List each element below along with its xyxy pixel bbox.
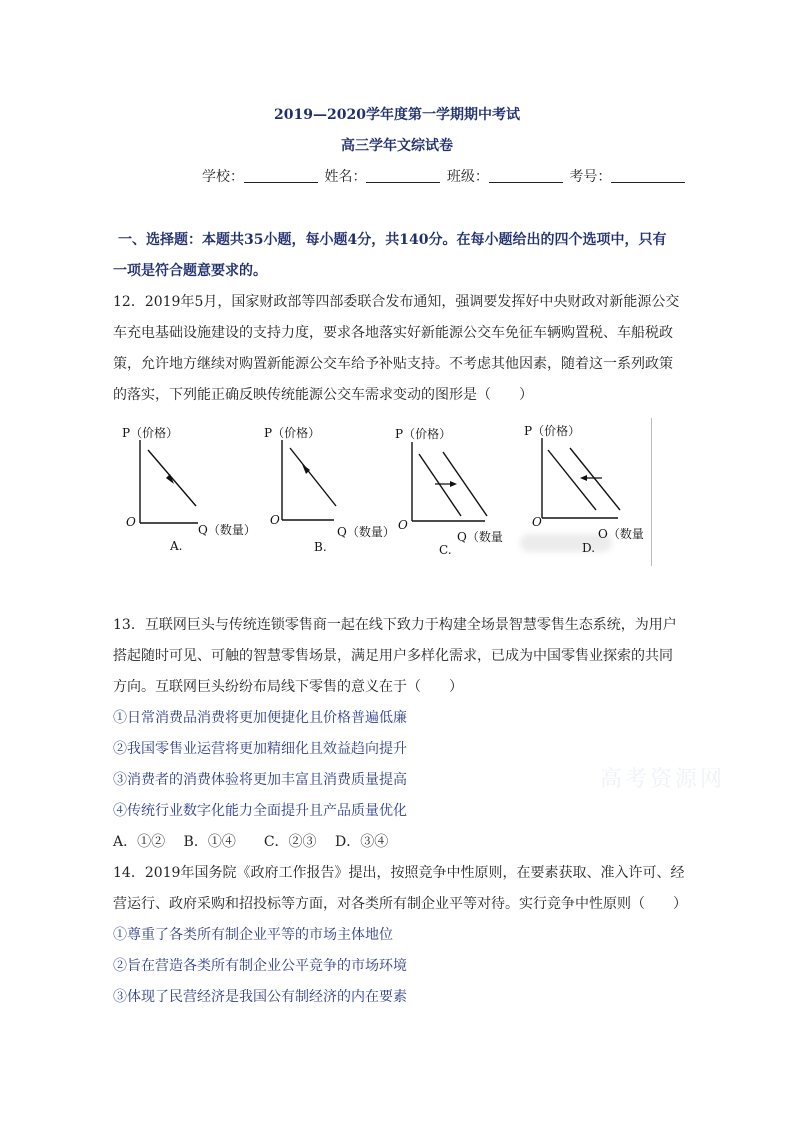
q13-option-1: ①日常消费品消费将更加便捷化且价格普遍低廉 [113, 710, 407, 726]
field-label-name: 姓名： [324, 169, 367, 185]
graph-a-origin: O [126, 515, 136, 529]
exam-subtitle: 高三学年文综试卷 [341, 138, 453, 154]
exam-title: 2019—2020学年度第一学期期中考试 [274, 107, 520, 123]
q12-line4: 的落实，下列能正确反映传统能源公交车需求变动的图形是（ ） [113, 387, 533, 403]
class-blank [489, 168, 563, 183]
graph-d [522, 418, 650, 566]
graph-d-origin: O [532, 515, 542, 529]
number-blank [611, 168, 685, 183]
graph-b-demand-curve [290, 448, 336, 506]
section-heading-line2: 一项是符合题意要求的。 [113, 263, 267, 279]
graph-d-arrow-icon [580, 475, 587, 481]
graph-c-y-label: P（价格） [395, 427, 452, 441]
school-blank [244, 168, 318, 183]
graph-a [118, 418, 263, 566]
q13-line1: 13．互联网巨头与传统连锁零售商一起在线下致力于构建全场景智慧零售生态系统，为用户 [113, 617, 677, 633]
q14-line1: 14．2019年国务院《政府工作报告》提出，按照竞争中性原则，在要素获取、准入许可、经 [113, 865, 685, 881]
graph-d-letter: D. [582, 541, 596, 555]
graph-a-letter: A. [170, 539, 183, 553]
graph-b-letter: B. [314, 540, 327, 554]
graph-c-origin: O [398, 518, 408, 532]
graph-d-x-label: O（数量 [598, 527, 644, 541]
name-blank [366, 168, 440, 183]
q13-answer-choices: A．①② B．①④ C．②③ D．③④ [113, 834, 389, 850]
graph-a-y-label: P（价格） [122, 426, 179, 440]
q12-line1: 12．2019年5月，国家财政部等四部委联合发布通知，强调要发挥好中央财政对新能源公交 [113, 294, 680, 310]
q13-line2: 搭起随时可见、可触的智慧零售场景，满足用户多样化需求，已成为中国零售业探索的共同 [113, 648, 673, 664]
graph-d-demand-curve-2 [570, 448, 620, 510]
graph-d-demand-curve-1 [548, 450, 596, 510]
graph-d-y-label: P（价格） [524, 424, 581, 438]
field-label-number: 考号： [569, 169, 612, 185]
q13-option-2: ②我国零售业运营将更加精细化且效益趋向提升 [113, 741, 407, 757]
student-info-row [202, 166, 687, 186]
watermark-text: 高考资源网 [600, 767, 726, 792]
q14-option-1: ①尊重了各类所有制企业平等的市场主体地位 [113, 927, 393, 943]
section-heading-line1: 一、选择题：本题共35小题，每小题4分，共140分。在每小题给出的四个选项中，只有 [118, 232, 667, 248]
q13-option-4: ④传统行业数字化能力全面提升且产品质量优化 [113, 803, 407, 819]
q12-line2: 车充电基础设施建设的支持力度，要求各地落实好新能源公交车免征车辆购置税、车船税政 [113, 325, 673, 341]
q14-option-3: ③体现了民营经济是我国公有制经济的内在要素 [113, 989, 407, 1005]
graph-c-arrow-icon [450, 481, 457, 487]
q13-option-3: ③消费者的消费体验将更加丰富且消费质量提高 [113, 772, 407, 788]
graph-a-demand-curve [148, 450, 196, 506]
scan-edge-line [651, 418, 652, 566]
field-label-class: 班级： [446, 169, 489, 185]
graph-b-x-label: Q（数量） [337, 525, 395, 539]
graph-b-y-label: P（价格） [264, 426, 321, 440]
q14-option-2: ②旨在营造各类所有制企业公平竞争的市场环境 [113, 958, 407, 974]
graph-b [262, 418, 397, 566]
graph-b-origin: O [270, 513, 280, 527]
graph-c-letter: C. [439, 543, 452, 557]
graph-c [395, 418, 520, 566]
q14-line2: 营运行、政府采购和招投标等方面，对各类所有制企业平等对待。实行竞争中性原则（ ） [113, 896, 687, 912]
q12-line3: 策，允许地方继续对购置新能源公交车给予补贴支持。不考虑其他因素，随着这一系列政策 [113, 356, 673, 372]
field-label-school: 学校： [202, 169, 244, 185]
q13-line3: 方向。互联网巨头纷纷布局线下零售的意义在于（ ） [113, 679, 463, 695]
graph-c-demand-curve-1 [419, 454, 461, 516]
graph-c-x-label: Q（数量 [457, 530, 503, 544]
graph-a-x-label: Q（数量） [198, 523, 256, 537]
